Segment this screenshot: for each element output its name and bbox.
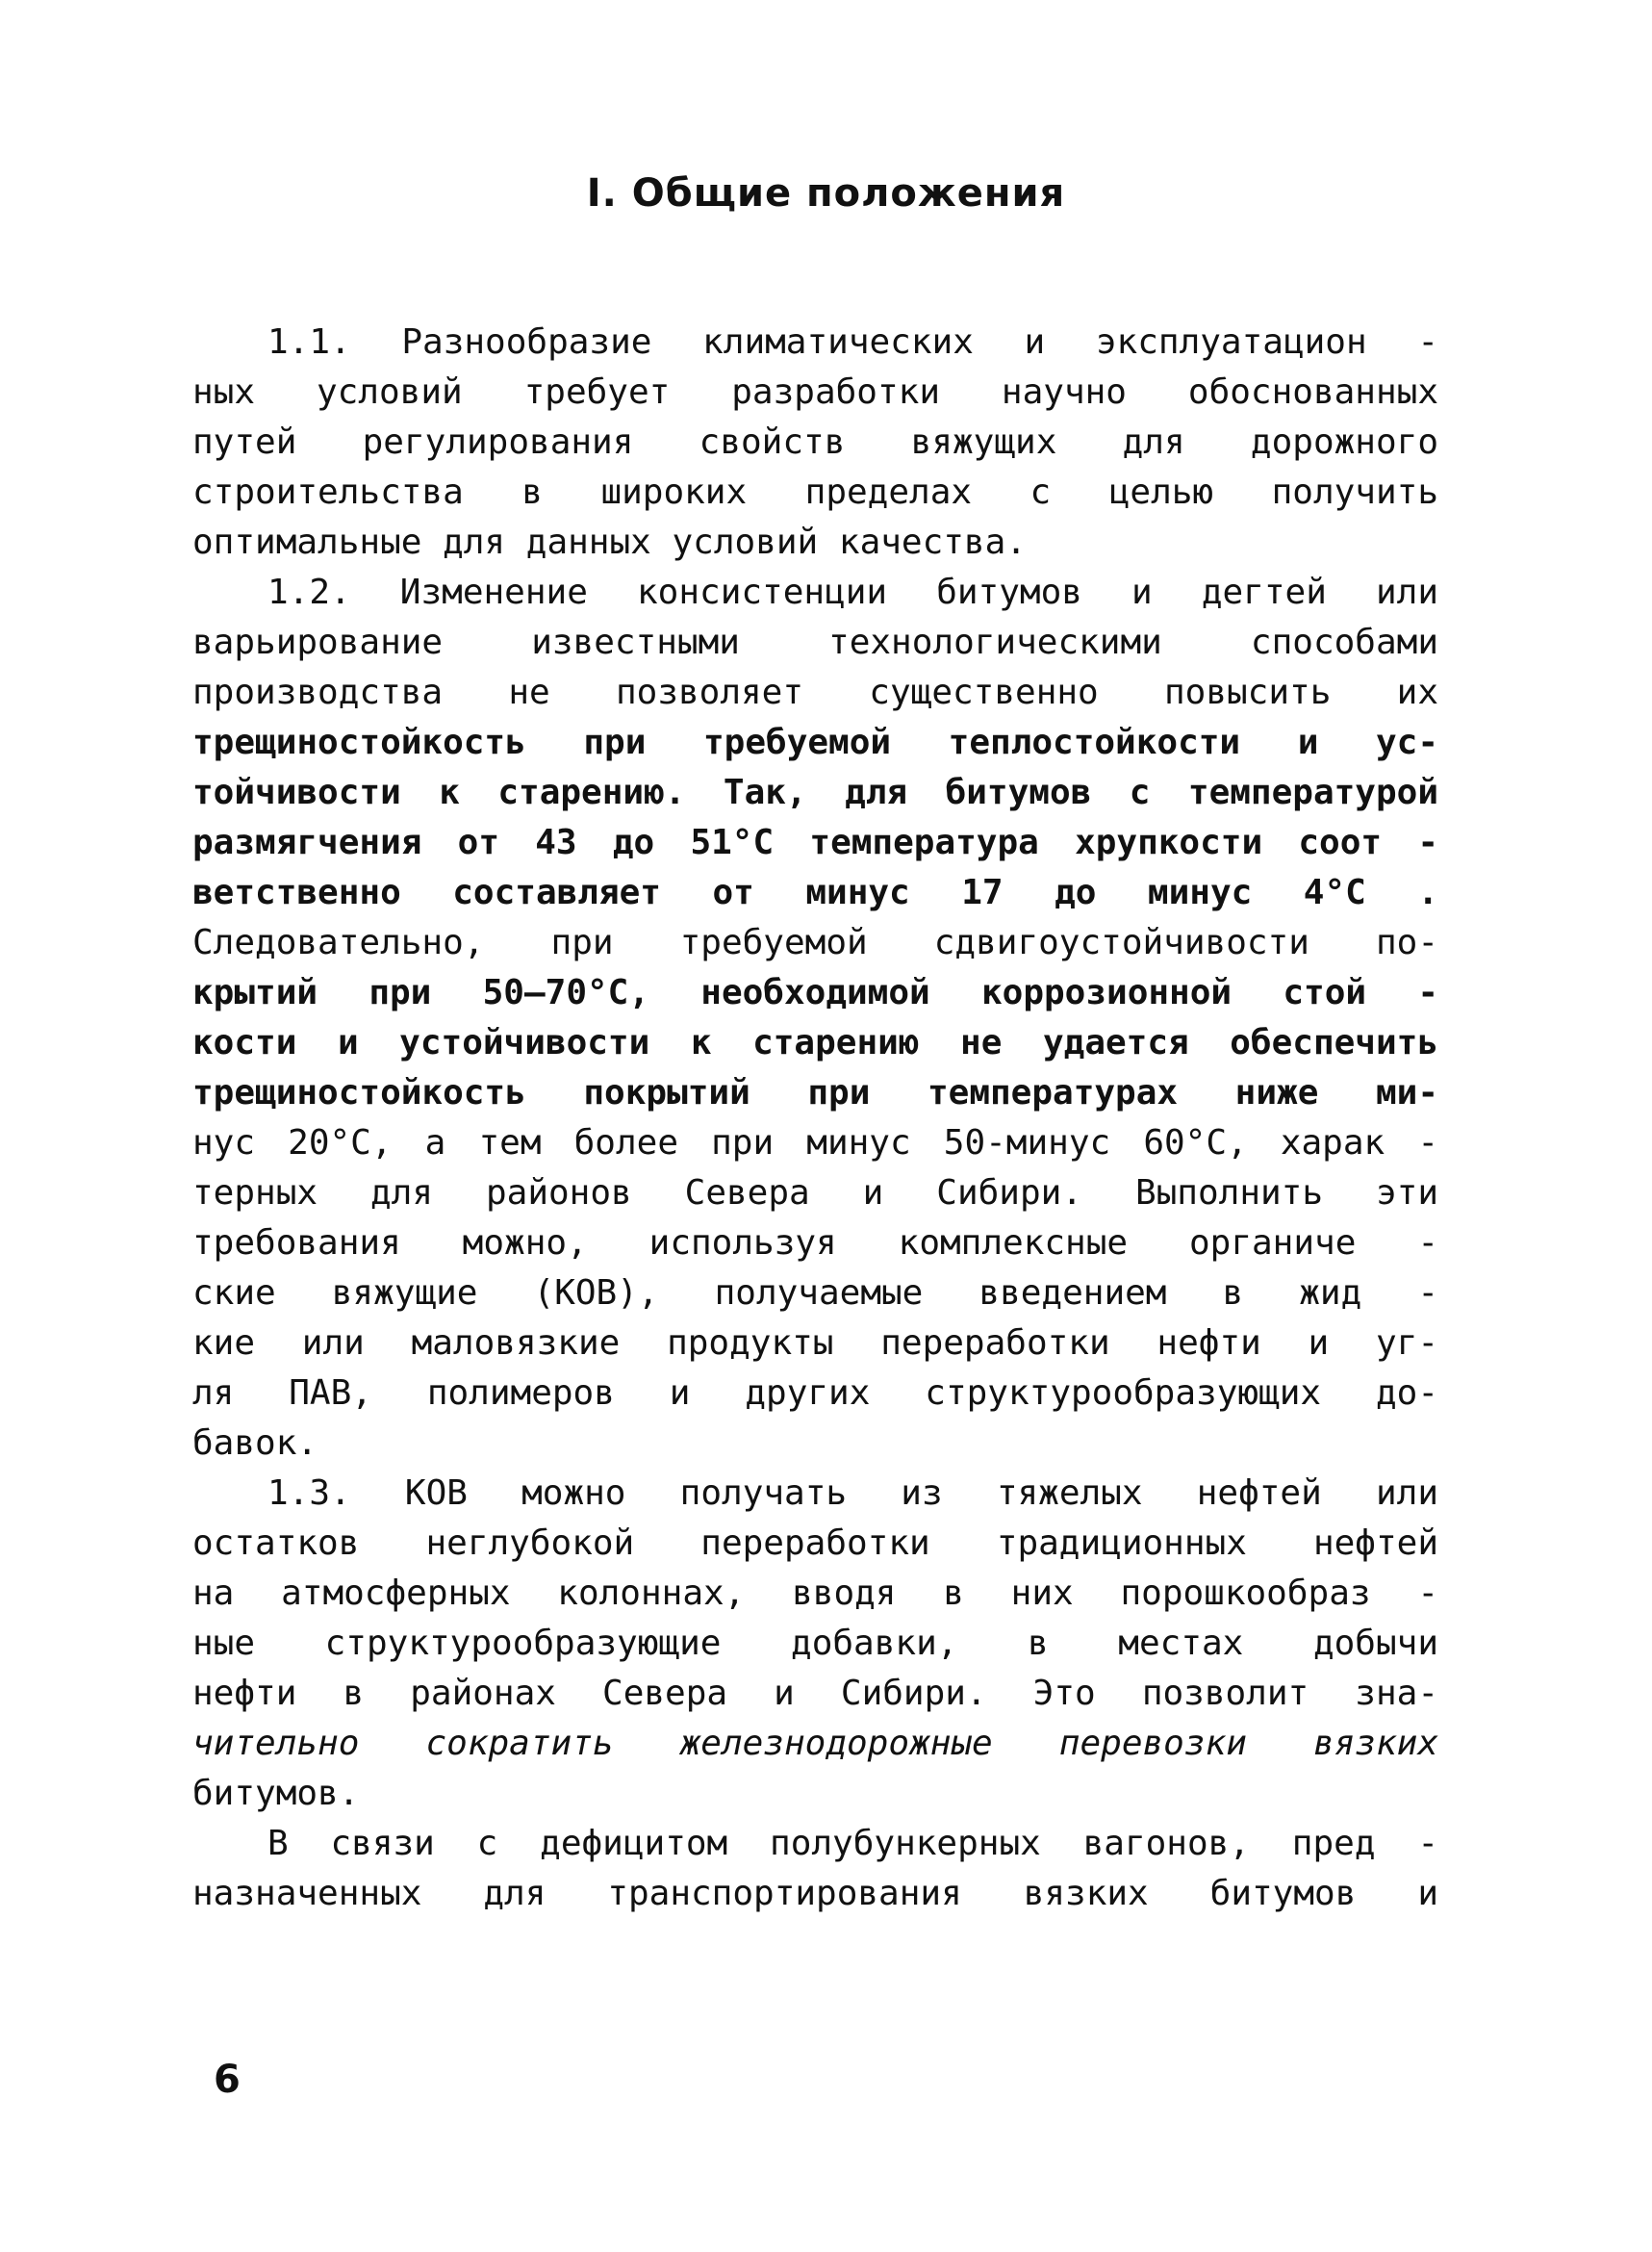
text-line: трещиностойкость при требуемой теплостойкости и ус- [192,723,1438,762]
text-line: чительно сократить железнодорожные перевозки вязких [192,1724,1438,1763]
text-line: трещиностойкость покрытий при температурах ниже ми- [192,1073,1438,1113]
text-line: путей регулирования свойств вяжущих для дорожного [192,422,1438,462]
paragraph-1-1 [192,318,1438,568]
paragraph-1-3 [192,1469,1438,1819]
text-line: нефти в районах Севера и Сибири. Это позволит зна- [192,1674,1438,1713]
paragraph-continuation [192,1819,1438,1919]
text-line: размягчения от 43 до 51°С температура хрупкости соот - [192,823,1438,862]
text-line: ных условий требует разработки научно обоснованных [192,372,1438,412]
text-line: тойчивости к старению. Так, для битумов с температурой [192,773,1438,812]
text-line: 1.1. Разнообразие климатических и эксплуатацион - [267,322,1438,362]
text-line: требования можно, используя комплексные органиче - [192,1223,1438,1263]
text-line: строительства в широких пределах с целью получить [192,473,1438,512]
text-line: терных для районов Севера и Сибири. Выполнить эти [192,1173,1438,1213]
text-line: кости и устойчивости к старению не удается обеспечить [192,1023,1438,1062]
text-line: нус 20°С, а тем более при минус 50-минус 60°С, харак - [192,1123,1438,1163]
body-text [192,318,1438,1919]
text-line: бавок. [192,1423,318,1463]
text-line: варьирование известными технологическими способами [192,623,1438,662]
paragraph-1-2 [192,568,1438,1469]
page-title: I. Общие положения [586,171,1066,216]
page-number: 6 [214,2058,241,2102]
text-line: ные структурообразующие добавки, в местах добычи [192,1624,1438,1663]
text-line: производства не позволяет существенно повысить их [192,673,1438,712]
text-line: остатков неглубокой переработки традиционных нефтей [192,1523,1438,1563]
text-line: крытий при 50–70°С, необходимой коррозионной стой - [192,973,1438,1012]
text-line: битумов. [192,1774,360,1813]
text-line: ветственно составляет от минус 17 до минус 4°С . [192,873,1438,912]
text-line: ля ПАВ, полимеров и других структурообразующих до- [192,1373,1438,1413]
text-line: 1.3. КОВ можно получать из тяжелых нефтей или [267,1473,1438,1513]
text-line: ские вяжущие (КОВ), получаемые введением в жид - [192,1273,1438,1313]
text-line: на атмосферных колоннах, вводя в них порошкообраз - [192,1574,1438,1613]
text-line: Следовательно, при требуемой сдвигоустойчивости по- [192,923,1438,962]
text-line: оптимальные для данных условий качества. [192,523,1027,562]
text-line: назначенных для транспортирования вязких битумов и [192,1874,1438,1913]
text-line: 1.2. Изменение консистенции битумов и дегтей или [267,573,1438,612]
text-line: В связи с дефицитом полубункерных вагонов, пред - [267,1824,1438,1863]
text-line: кие или маловязкие продукты переработки нефти и уг- [192,1323,1438,1363]
